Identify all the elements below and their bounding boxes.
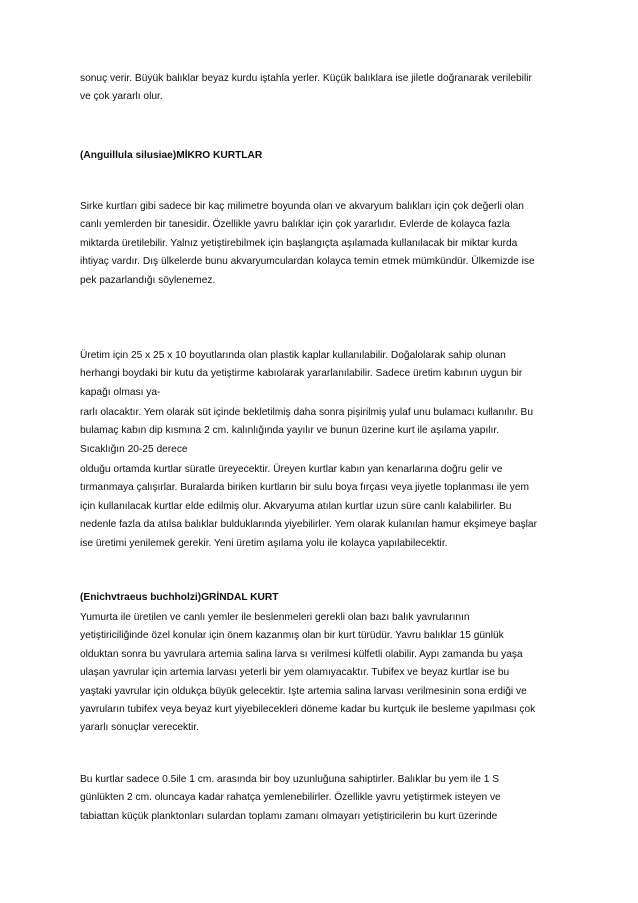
text-line: Yumurta ile üretilen ve canlı yemler ile beslenmeleri gerekli olan bazı balık yavrularının	[80, 612, 470, 623]
section-heading-grindal-kurt: (Enichvtraeus buchholzi)GRİNDAL KURT	[80, 592, 279, 603]
text-line: yararlı sonuçlar verecektir.	[80, 722, 199, 734]
text-line: Sirke kurtları gibi sadece bir kaç milimetre boyunda olan ve akvaryum balıkları için çok değerli olan	[80, 201, 524, 212]
text-line: sonuç verir. Büyük balıklar beyaz kurdu iştahla yerler. Küçük balıklara ise jiletle doğranarak verilebilir	[80, 73, 532, 84]
text-line: ihtiyaç vardır. Dış ülkelerde bunu akvaryumculardan kolayca temin etmek mümkündür. Ülkemizde ise	[80, 256, 535, 268]
text-line: tırmanmaya çalışırlar. Buralarda biriken kurtların bir sulu boya fırçası veya jiyetle toplanması ile yem	[80, 482, 529, 494]
text-line: Bu kurtlar sadece 0.5ile 1 cm. arasında bir boy uzunluğuna sahiptirler. Balıklar bu yem ile 1 S	[80, 774, 500, 785]
text-line: olduktan sonra bu yavrulara artemia salina larva sı verilmesi külfetli olabilir. Aypı zamanda bu yaşa	[80, 648, 523, 660]
paragraph-1	[80, 70, 562, 107]
text-line: nedenle fazla da atılsa balıklar bulduklarında yiyebilirler. Yem olarak kulanılan hamur ekşimeye başlar	[80, 519, 537, 531]
text-line: için kullanılacak kurtlar elde edilmiş olur. Akvaryuma atılan kurtlar uzun süre canlı kalabilirler. Bu	[80, 500, 512, 512]
paragraph-5	[80, 461, 562, 553]
text-line: olduğu ortamda kurtlar süratle üreyecektir. Üreyen kurtlar kabın yan kenarlarına doğru gelir ve	[80, 464, 503, 475]
paragraph-4	[80, 404, 562, 459]
text-line: tabiattan küçük planktonları sulardan toplamı zamanı olmayarı yetiştiricilerin bu kurt üzerinde	[80, 810, 498, 822]
text-line: ise üretimi yenilemek gerekir. Yeni üretim aşılama yolu ile kolayca yapılabilecektir.	[80, 537, 448, 549]
text-line: yavruların tubifex veya beyaz kurt yiyebilecekleri döneme kadar bu kurtçuk ile besleme yapılması çok	[80, 704, 536, 716]
paragraph-7	[80, 771, 562, 826]
text-line: pek pazarlandığı söylenemez.	[80, 274, 216, 286]
text-line: herhangi boydaki bir kutu da yetiştirme kabıolarak yararlanılabilir. Sadece üretim kabının uygun bir	[80, 368, 523, 380]
text-line: miktarda üretilebilir. Yalnız yetiştirebilmek için başlangıçta aşılamada kullanılacak bir miktar kurda	[80, 237, 518, 249]
text-line: günlükten 2 cm. oluncaya kadar rahatça yemlenebilirler. Özellikle yavru yetiştirmek isteyen ve	[80, 792, 501, 804]
section-heading-mikro-kurtlar: (Anguillula silusiae)MİKRO KURTLAR	[80, 150, 263, 161]
paragraph-3	[80, 347, 562, 402]
text-line: Üretim için 25 x 25 x 10 boyutlarında olan plastik kaplar kullanılabilir. Doğalolarak sahip olunan	[80, 350, 506, 361]
paragraph-6	[80, 609, 562, 738]
text-line: ulaşan yavrular için artemia larvası yeterli bir yem olamıyacaktır. Tubifex ve beyaz kurtlar ise bu	[80, 667, 510, 679]
text-line: bulamaç kabın dip kısmına 2 cm. kalınlığında yayılır ve bunun üzerine kurt ile aşılama yapılır.	[80, 425, 500, 437]
paragraph-2	[80, 198, 562, 290]
text-line: yaştaki yavrular için oldukça büyük gelecektir. Işte artemia salina larvası verilmesinin sona erdiği ve	[80, 685, 527, 697]
text-line: kapağı olması ya-	[80, 386, 161, 398]
text-line: canlı yemlerden bir tanesidir. Özellikle yavru balıklar için çok yararlıdır. Evlerde de kolayca fazla	[80, 219, 510, 231]
text-line: Sıcaklığın 20-25 derece	[80, 443, 188, 455]
text-line: yetiştiriciliğinde özel konular için önem kazanmış olan bir kurt türüdür. Yavru balıklar 15 günlük	[80, 630, 504, 642]
text-line: rarlı olacaktır. Yem olarak süt içinde bekletilmiş daha sonra pişirilmiş yulaf unu bulamacı kullanılır. Bu	[80, 407, 533, 418]
text-line: ve çok yararlı olur.	[80, 91, 163, 103]
